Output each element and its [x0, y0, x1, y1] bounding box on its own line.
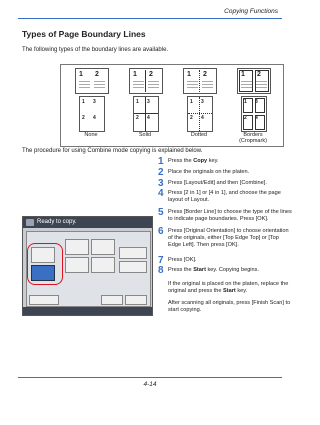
- step-number: 7: [158, 255, 164, 266]
- highlight-circle: [27, 243, 63, 285]
- boundary-caption: None: [84, 132, 98, 138]
- step-text: Press the Copy key.: [168, 158, 219, 164]
- border-line-button[interactable]: [119, 247, 147, 259]
- four-in-one-sample: 1 3 2 4: [133, 96, 159, 132]
- layout-option-button[interactable]: [65, 239, 89, 255]
- copy-mode-icon: [26, 219, 34, 226]
- step-number: 2: [158, 167, 164, 178]
- boundary-caption: Dotted: [190, 132, 208, 138]
- step-text: Place the originals on the platen.: [168, 169, 250, 175]
- boundary-group-crop: [228, 68, 278, 144]
- two-in-one-sample: 1 2: [237, 68, 271, 94]
- screen-title: Ready to copy.: [37, 219, 77, 225]
- step-text: Press [Original Orientation] to choose orientation of the originals, either [Top Edge Top] or [Top Edge Left]. Then press [OK].: [168, 228, 289, 248]
- intro-text: The following types of the boundary lines are available.: [22, 47, 169, 53]
- step-number: 6: [158, 226, 164, 237]
- step-text: Press the Start key. Copying begins.: [168, 267, 260, 273]
- touch-panel-screenshot: [22, 216, 153, 316]
- two-in-one-sample: 1 2: [75, 68, 109, 94]
- layout-option-button[interactable]: [91, 239, 115, 255]
- ok-button[interactable]: [125, 295, 147, 305]
- step-number: 8: [158, 265, 164, 276]
- boundary-group-dotted: [174, 68, 224, 144]
- two-in-one-sample: 1 2: [183, 68, 217, 94]
- layout-option-button[interactable]: [65, 257, 89, 273]
- layout-option-button[interactable]: [91, 257, 115, 273]
- step-text: Press [2 in 1] or [4 in 1], and choose the page layout of Layout.: [168, 190, 281, 203]
- step-number: 5: [158, 207, 164, 218]
- boundary-group-solid: [120, 68, 170, 144]
- boundary-caption: Solid: [138, 132, 152, 138]
- step-note: If the original is placed on the platen, replace the original and press the Start key.: [168, 281, 289, 294]
- step-number: 4: [158, 188, 164, 199]
- step-text: Press [OK].: [168, 257, 197, 263]
- four-in-one-sample: 1 3 2 4: [79, 96, 105, 132]
- procedure-text: The procedure for using Combine mode copying is explained below.: [22, 148, 203, 154]
- step-text: Press [Border Line] to choose the type of the lines to indicate page boundaries. Press [OK].: [168, 209, 292, 222]
- step-number: 3: [158, 178, 164, 189]
- cancel-button[interactable]: [101, 295, 123, 305]
- four-in-one-sample: 1 3 2 4: [241, 96, 267, 132]
- section-title: Types of Page Boundary Lines: [22, 29, 146, 39]
- orientation-button[interactable]: [119, 261, 147, 273]
- header-rule: [18, 18, 282, 19]
- step-note: After scanning all originals, press [Finish Scan] to start copying.: [168, 300, 291, 313]
- add-shortcut-button[interactable]: [29, 295, 59, 305]
- running-header: Copying Functions: [224, 8, 278, 15]
- step-number: 1: [158, 156, 164, 167]
- boundary-types-figure: [60, 64, 284, 147]
- page-number: 4-14: [143, 381, 157, 388]
- step-text: Press [Layout/Edit] and then [Combine].: [168, 180, 267, 186]
- footer-rule: [18, 377, 282, 378]
- four-in-one-sample: 1 3 2 4: [187, 96, 213, 132]
- status-bar: [23, 307, 152, 315]
- boundary-caption: Borders (Cropmark): [239, 132, 267, 144]
- two-in-one-sample: 1 2: [129, 68, 163, 94]
- boundary-group-none: [66, 68, 116, 144]
